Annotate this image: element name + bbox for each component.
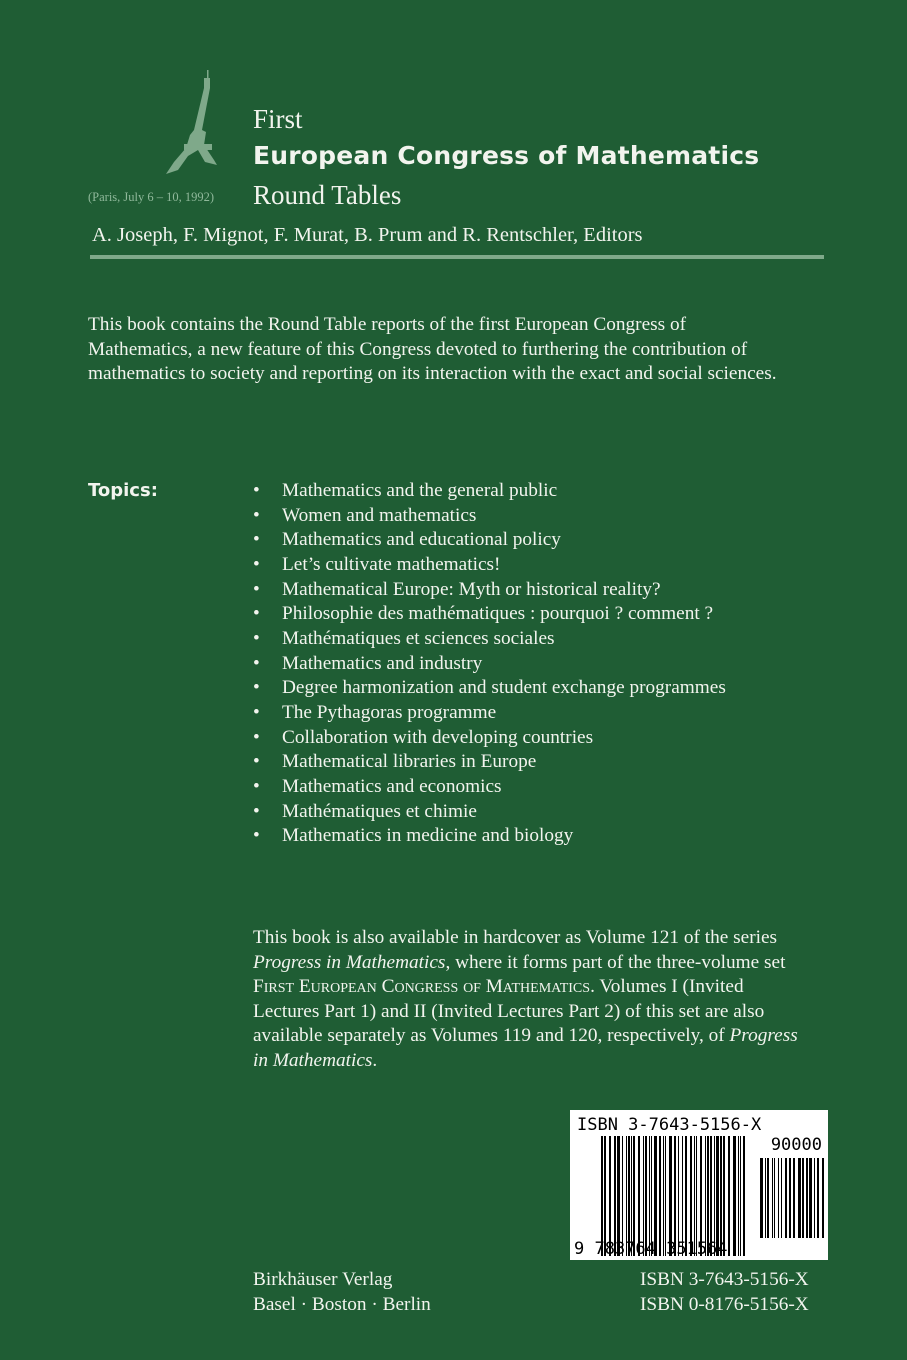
- publisher-name: Birkhäuser Verlag: [253, 1269, 393, 1290]
- topic-item: [253, 824, 726, 849]
- topic-label: Mathematics in medicine and biology: [282, 825, 574, 847]
- topic-item: [253, 578, 726, 603]
- editors: A. Joseph, F. Mignot, F. Murat, B. Prum and R. Rentschler, Editors: [92, 224, 643, 246]
- topic-item: [253, 652, 726, 677]
- isbn-barcode: [570, 1110, 828, 1260]
- barcode-bars: [601, 1136, 745, 1256]
- bullet: •: [253, 775, 260, 797]
- topics-label: Topics:: [88, 480, 158, 501]
- barcode-price-code: 90000: [770, 1135, 822, 1155]
- barcode-bar: [694, 1136, 695, 1256]
- barcode-bar: [781, 1158, 782, 1238]
- barcode-bar: [700, 1136, 702, 1256]
- bullet: •: [253, 603, 260, 625]
- topic-label: The Pythagoras programme: [282, 701, 497, 723]
- barcode-bar: [789, 1158, 791, 1238]
- barcode-bar: [814, 1158, 815, 1238]
- topic-item: [253, 676, 726, 701]
- bullet: •: [253, 726, 260, 748]
- topic-label: Mathématiques et chimie: [282, 800, 477, 822]
- isbn-1: ISBN 3-7643-5156-X: [640, 1269, 809, 1290]
- topic-label: Mathematics and the general public: [282, 480, 558, 501]
- barcode-bar: [716, 1136, 719, 1256]
- topic-label: Degree harmonization and student exchange programmes: [282, 677, 726, 699]
- barcode-bar: [760, 1158, 763, 1238]
- barcode-bar: [720, 1136, 722, 1256]
- topic-label: Mathematical libraries in Europe: [282, 751, 537, 773]
- topic-item: [253, 750, 726, 775]
- barcode-bar: [669, 1136, 672, 1256]
- barcode-bar: [665, 1136, 666, 1256]
- barcode-ean-digits: 9 783764 351564: [574, 1239, 728, 1259]
- set-name: First European Congress of Mathematics: [253, 976, 591, 998]
- conference-dates: (Paris, July 6 – 10, 1992): [88, 190, 215, 204]
- barcode-bar: [685, 1136, 687, 1256]
- bullet: •: [253, 751, 260, 773]
- isbn-block: [640, 1268, 809, 1317]
- topic-item: [253, 479, 726, 504]
- topic-item: [253, 602, 726, 627]
- barcode-bar: [696, 1136, 697, 1256]
- text: , where it forms part of the three-volume set: [445, 951, 786, 973]
- barcode-bar: [798, 1158, 801, 1238]
- barcode-bar: [628, 1136, 630, 1256]
- barcode-bar: [707, 1136, 709, 1256]
- barcode-bar: [733, 1136, 736, 1256]
- topic-item: [253, 800, 726, 825]
- topic-item: [253, 553, 726, 578]
- barcode-bar: [743, 1136, 745, 1256]
- topic-item: [253, 726, 726, 751]
- topic-label: Mathematics and economics: [282, 775, 502, 797]
- barcode-bar: [793, 1158, 795, 1238]
- topic-label: Mathematical Europe: Myth or historical reality?: [282, 578, 661, 600]
- series-name: Progress in Mathematics: [253, 951, 446, 973]
- barcode-bar: [654, 1136, 657, 1256]
- barcode-bar: [710, 1136, 712, 1256]
- barcode-bar: [674, 1136, 676, 1256]
- series-name: Progress in Mathematics: [253, 1025, 798, 1071]
- barcode-bar: [767, 1158, 769, 1238]
- barcode-bar: [678, 1136, 679, 1256]
- bullet: •: [253, 652, 260, 674]
- text: . Volumes I (Invited Lectures Part 1) and II (Invited Lectures Part 2) of this set are also available separately as Volumes 119 and 120, respectively, of: [253, 976, 765, 1047]
- barcode-bar: [633, 1136, 635, 1256]
- addon-barcode-bars: [760, 1158, 824, 1238]
- eiffel-tower-logo: [160, 70, 230, 182]
- barcode-bar: [651, 1136, 652, 1256]
- barcode-bar: [601, 1136, 603, 1256]
- barcode-bar: [723, 1136, 725, 1256]
- topic-item: [253, 775, 726, 800]
- bullet: •: [253, 800, 260, 822]
- barcode-bar: [772, 1158, 773, 1238]
- barcode-bar: [765, 1158, 766, 1238]
- barcode-bar: [663, 1136, 664, 1256]
- barcode-bar: [649, 1136, 650, 1256]
- barcode-bar: [604, 1136, 606, 1256]
- barcode-bar: [774, 1158, 775, 1238]
- topic-label: Collaboration with developing countries: [282, 726, 594, 748]
- title-subtitle: Round Tables: [253, 180, 402, 210]
- bullet: •: [253, 504, 260, 526]
- intro-paragraph: This book contains the Round Table reports of the first European Congress of Mathematics, a new feature of this Congress devoted to furthering the contribution of mathematics to society and reporting on its interaction with the exact and social sciences.: [88, 314, 777, 385]
- bullet: •: [253, 553, 260, 575]
- barcode-bar: [609, 1136, 611, 1256]
- title-first: First: [253, 104, 303, 134]
- barcode-bar: [705, 1136, 706, 1256]
- text: .: [372, 1049, 378, 1071]
- barcode-isbn-label: ISBN 3-7643-5156-X: [577, 1115, 762, 1135]
- availability-paragraph: [253, 926, 813, 1074]
- barcode-bar: [690, 1136, 692, 1256]
- barcode-bar: [822, 1158, 824, 1238]
- bullet: •: [253, 677, 260, 699]
- bullet: •: [253, 701, 260, 723]
- publisher-block: [253, 1268, 431, 1317]
- barcode-bar: [622, 1136, 623, 1256]
- topic-item: [253, 701, 726, 726]
- barcode-bar: [817, 1158, 819, 1238]
- topics-list: [253, 479, 726, 849]
- divider: [90, 255, 824, 259]
- topic-label: Philosophie des mathématiques : pourquoi ? comment ?: [282, 603, 714, 625]
- barcode-bar: [778, 1158, 779, 1238]
- topic-item: [253, 504, 726, 529]
- topic-label: Mathématiques et sciences sociales: [282, 627, 555, 649]
- barcode-bar: [785, 1158, 787, 1238]
- bullet: •: [253, 825, 260, 847]
- text: This book is also available in hardcover as Volume 121 of the series: [253, 927, 778, 948]
- bullet: •: [253, 480, 260, 501]
- publisher-cities: Basel · Boston · Berlin: [253, 1293, 431, 1315]
- topic-label: Mathematics and industry: [282, 652, 483, 674]
- barcode-bar: [617, 1136, 620, 1256]
- barcode-bar: [682, 1136, 683, 1256]
- barcode-bar: [645, 1136, 647, 1256]
- book-title: European Congress of Mathematics: [253, 141, 760, 170]
- isbn-2: ISBN 0-8176-5156-X: [640, 1293, 809, 1315]
- topic-label: Women and mathematics: [282, 504, 477, 526]
- barcode-bar: [806, 1158, 808, 1238]
- topic-label: Mathematics and educational policy: [282, 529, 561, 551]
- bullet: •: [253, 627, 260, 649]
- barcode-bar: [738, 1136, 739, 1256]
- barcode-bar: [643, 1136, 644, 1256]
- barcode-bar: [638, 1136, 640, 1256]
- barcode-bar: [728, 1136, 730, 1256]
- topic-item: [253, 528, 726, 553]
- barcode-bar: [614, 1136, 616, 1256]
- bullet: •: [253, 529, 260, 551]
- topic-label: Let’s cultivate mathematics!: [282, 553, 501, 575]
- barcode-bar: [802, 1158, 804, 1238]
- barcode-bar: [631, 1136, 632, 1256]
- barcode-bar: [740, 1136, 741, 1256]
- topic-item: [253, 627, 726, 652]
- barcode-bar: [626, 1136, 627, 1256]
- barcode-bar: [809, 1158, 812, 1238]
- barcode-bar: [714, 1136, 715, 1256]
- barcode-bar: [659, 1136, 661, 1256]
- bullet: •: [253, 578, 260, 600]
